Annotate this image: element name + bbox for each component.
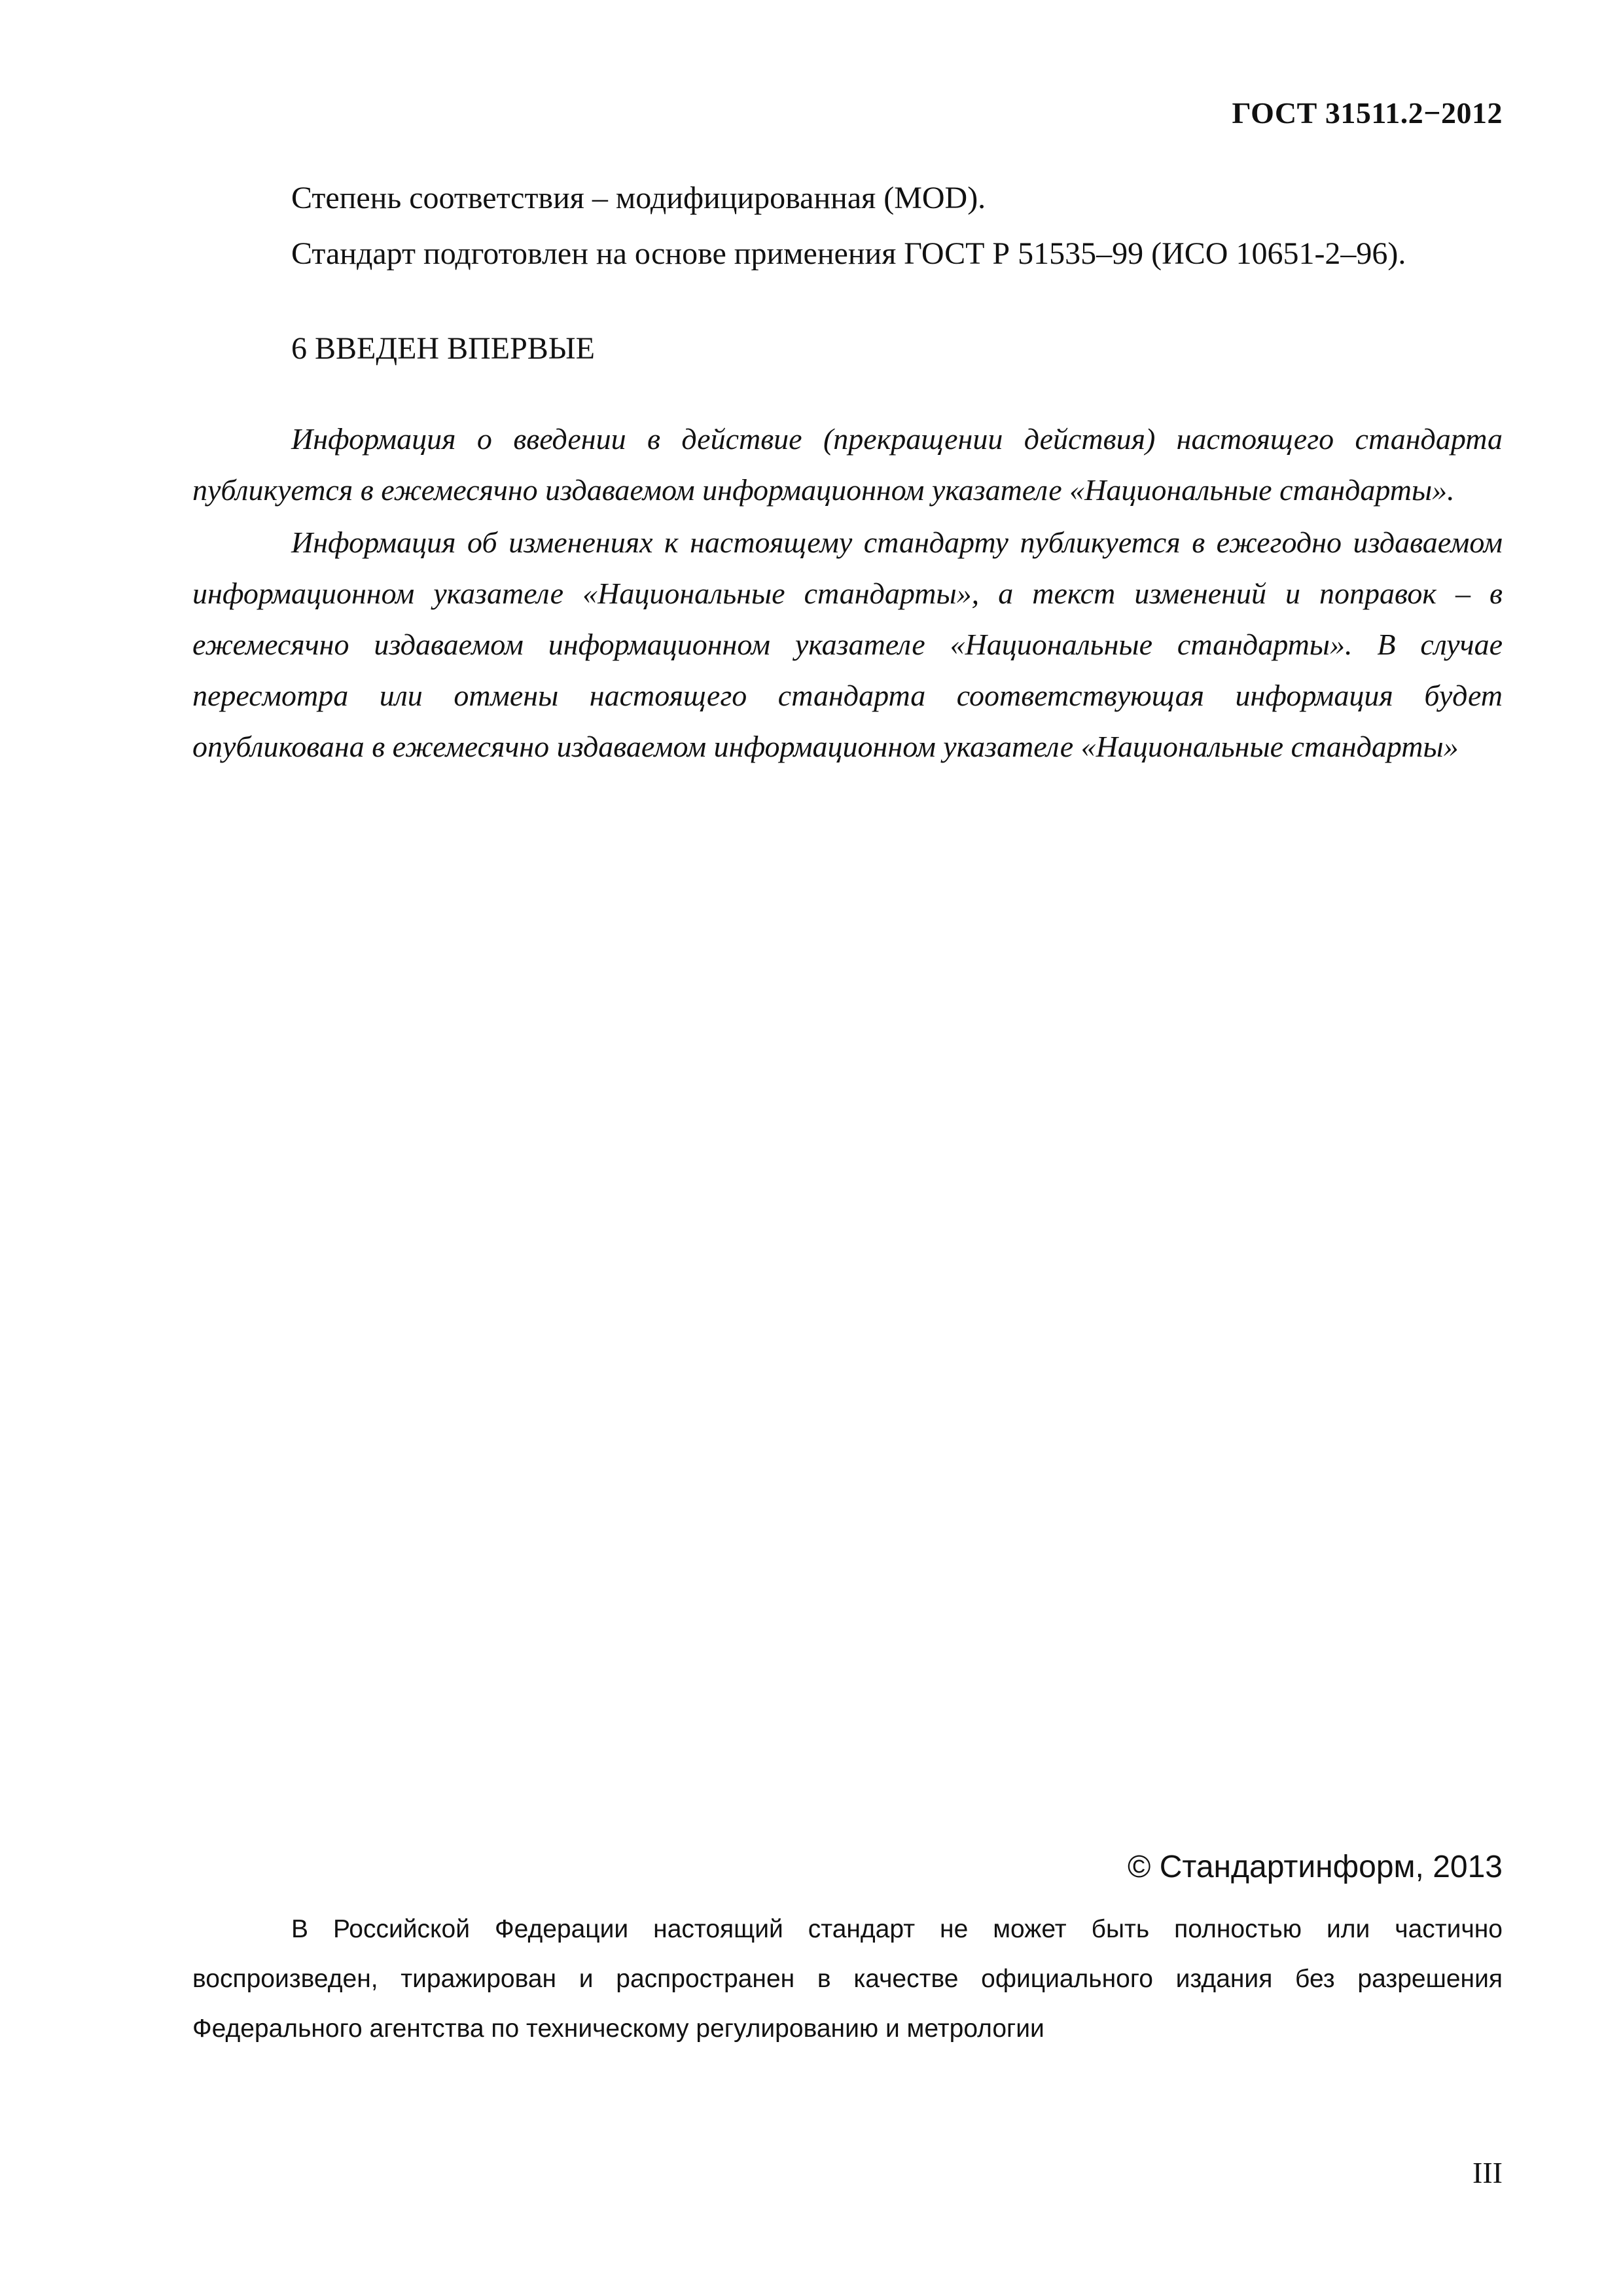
- section-heading: 6 ВВЕДЕН ВПЕРВЫЕ: [291, 331, 595, 366]
- info-paragraph-enactment: Информация о введении в действие (прекращении действия) настоящего стандарта публикуется в ежемесячно издаваемом информационном указателе «Национальные стандарты».: [192, 422, 1503, 507]
- reproduction-notice: В Российской Федерации настоящий стандарт не может быть полностью или частично воспроизведен, тиражирован и распространен в качестве официального издания без разрешения Федерального агентства по техническому регулированию и метрологии: [192, 1915, 1503, 2043]
- page-number: III: [1472, 2156, 1503, 2189]
- conformity-degree-line: Степень соответствия – модифицированная (MOD).: [291, 181, 986, 215]
- standard-basis-line: Стандарт подготовлен на основе применения ГОСТ Р 51535–99 (ИСО 10651-2–96).: [291, 236, 1406, 271]
- document-code-header: ГОСТ 31511.2−2012: [1232, 96, 1503, 130]
- copyright-notice: © Стандартинформ, 2013: [1128, 1850, 1503, 1884]
- info-paragraph-amendments: Информация об изменениях к настоящему стандарту публикуется в ежегодно издаваемом информационном указателе «Национальные стандарты», а текст изменений и поправок – в ежемесячно издаваемом информационном указателе «Национальные стандарты». В случае пересмотра или отмены настоящего стандарта соответствующая информация будет опубликована в ежемесячно издаваемом информационном указателе «Национальные стандарты»: [192, 526, 1503, 763]
